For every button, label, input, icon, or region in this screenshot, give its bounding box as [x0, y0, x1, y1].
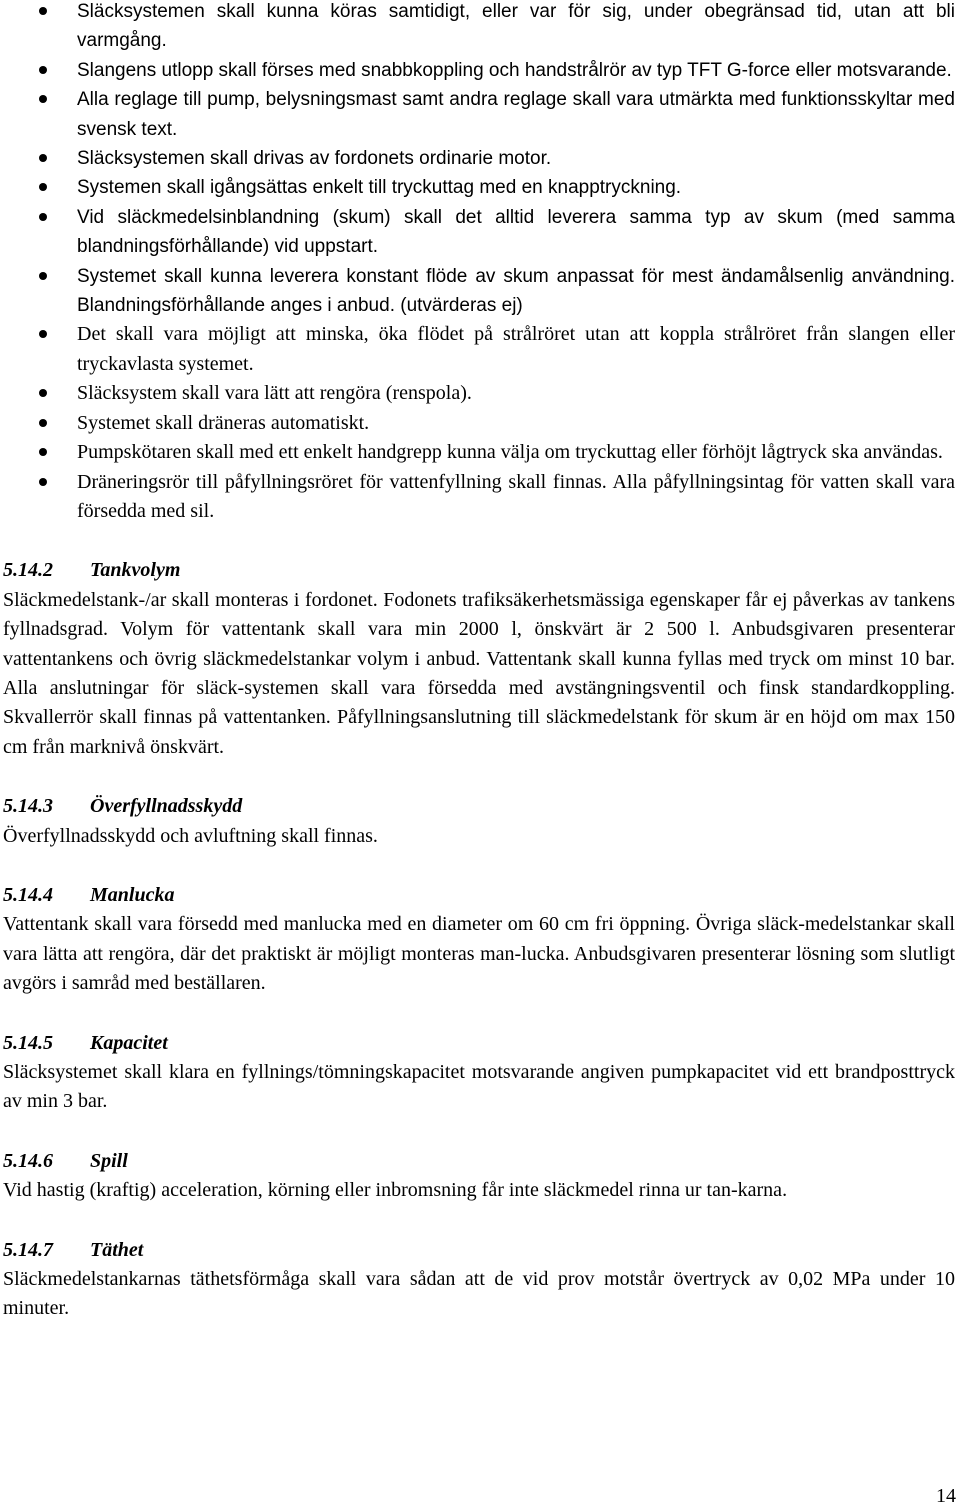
section-title: Överfyllnadsskydd [90, 795, 243, 818]
section-manlucka [3, 881, 955, 999]
page-number: 14 [936, 1485, 956, 1507]
section-heading [3, 556, 955, 585]
section-body: Släcksystemet skall klara en fyllnings/tömningskapacitet motsvarande angiven pumpkapacitet vid ett brandposttryck av min 3 bar. [3, 1061, 955, 1113]
bullet-icon [39, 95, 47, 103]
requirements-list [3, 0, 955, 526]
section-tankvolym [3, 556, 955, 762]
section-number: 5.14.4 [3, 883, 53, 906]
list-item: Alla reglage till pump, belysningsmast samt andra reglage skall vara utmärkta med funktionsskyltar med svensk text. [3, 85, 955, 144]
section-body: Släckmedelstankarnas täthetsförmåga skall vara sådan att de vid prov motstår övertryck av 0,02 MPa under 10 minuter. [3, 1268, 955, 1320]
section-overfyllnadsskydd [3, 792, 955, 851]
list-item: Systemet skall kunna leverera konstant flöde av skum anpassat för mest ändamålsenlig användning. Blandningsförhållande anges i anbud. (utvärderas ej) [3, 262, 955, 321]
list-item: Systemen skall igångsättas enkelt till tryckuttag med en knapptryckning. [3, 173, 955, 202]
section-title: Tankvolym [90, 559, 181, 582]
list-item: Pumpskötaren skall med ett enkelt handgrepp kunna välja om tryckuttag eller förhöjt lågtryck ska användas. [3, 438, 955, 467]
list-item: Vid släckmedelsinblandning (skum) skall det alltid leverera samma typ av skum (med samma blandningsförhållande) vid uppstart. [3, 203, 955, 262]
section-heading [3, 1147, 955, 1176]
bullet-icon [39, 272, 47, 280]
bullet-icon [39, 7, 47, 15]
bullet-icon [39, 66, 47, 74]
section-title: Kapacitet [90, 1031, 168, 1054]
bullet-icon [39, 389, 47, 397]
section-title: Täthet [90, 1238, 144, 1261]
section-body: Överfyllnadsskydd och avluftning skall finnas. [3, 824, 378, 847]
section-heading [3, 1236, 955, 1265]
bullet-icon [39, 154, 47, 162]
list-item: Släcksystemen skall drivas av fordonets ordinarie motor. [3, 144, 955, 173]
list-item: Dräneringsrör till påfyllningsröret för vattenfyllning skall finnas. Alla påfyllningsintag för vatten skall vara försedda med sil. [3, 468, 955, 527]
section-title: Spill [90, 1149, 128, 1172]
bullet-icon [39, 448, 47, 456]
section-body: Vid hastig (kraftig) acceleration, körning eller inbromsning får inte släckmedel rinna ur tan-karna. [3, 1179, 788, 1202]
list-item: Det skall vara möjligt att minska, öka flödet på strålröret utan att koppla strålröret från slangen eller tryckavlasta systemet. [3, 320, 955, 379]
section-number: 5.14.5 [3, 1031, 53, 1054]
section-heading [3, 1029, 955, 1058]
section-number: 5.14.2 [3, 559, 53, 582]
section-number: 5.14.6 [3, 1149, 53, 1172]
section-body: Släckmedelstank-/ar skall monteras i fordonet. Fodonets trafiksäkerhetsmässiga egenskaper får ej påverkas av tankens fyllnadsgrad. Volym för vattentank skall vara min 2000 l, önskvärt är 2 500 l. Anbudsgivaren presenterar vattentankens och övrig släckmedelstankar volym i anbud. Vattentank skall kunna fyllas med tryck om minst 10 bar. Alla anslutningar för släck-systemen skall vara försedda med avstängningsventil och finsk standardkoppling. Skvallerrör skall finnas på vattentanken. Påfyllningsanslutning till släckmedelstank för skum är en höjd om max 150 cm från marknivå önskvärt. [3, 588, 955, 758]
section-body: Vattentank skall vara försedd med manlucka med en diameter om 60 cm fri öppning. Övriga släck-medelstankar skall vara lätta att rengöra, där det praktiskt är möjligt monteras man-lucka. Anbudsgivaren presenterar lösning som slutligt avgörs i samråd med beställaren. [3, 913, 955, 995]
bullet-icon [39, 330, 47, 338]
list-item: Släcksystem skall vara lätt att rengöra (renspola). [3, 379, 955, 408]
document-page [3, 0, 955, 1324]
section-tathet [3, 1236, 955, 1324]
section-heading [3, 792, 955, 821]
list-item: Släcksystemen skall kunna köras samtidigt, eller var för sig, under obegränsad tid, utan att bli varmgång. [3, 0, 955, 56]
bullet-icon [39, 419, 47, 427]
bullet-icon [39, 213, 47, 221]
section-kapacitet [3, 1029, 955, 1117]
bullet-icon [39, 183, 47, 191]
list-item: Slangens utlopp skall förses med snabbkoppling och handstrålrör av typ TFT G-force eller motsvarande. [3, 56, 955, 85]
bullet-icon [39, 478, 47, 486]
list-item: Systemet skall dräneras automatiskt. [3, 409, 955, 438]
section-title: Manlucka [90, 883, 175, 906]
section-number: 5.14.3 [3, 795, 53, 818]
section-spill [3, 1147, 955, 1206]
section-number: 5.14.7 [3, 1238, 53, 1261]
section-heading [3, 881, 955, 910]
